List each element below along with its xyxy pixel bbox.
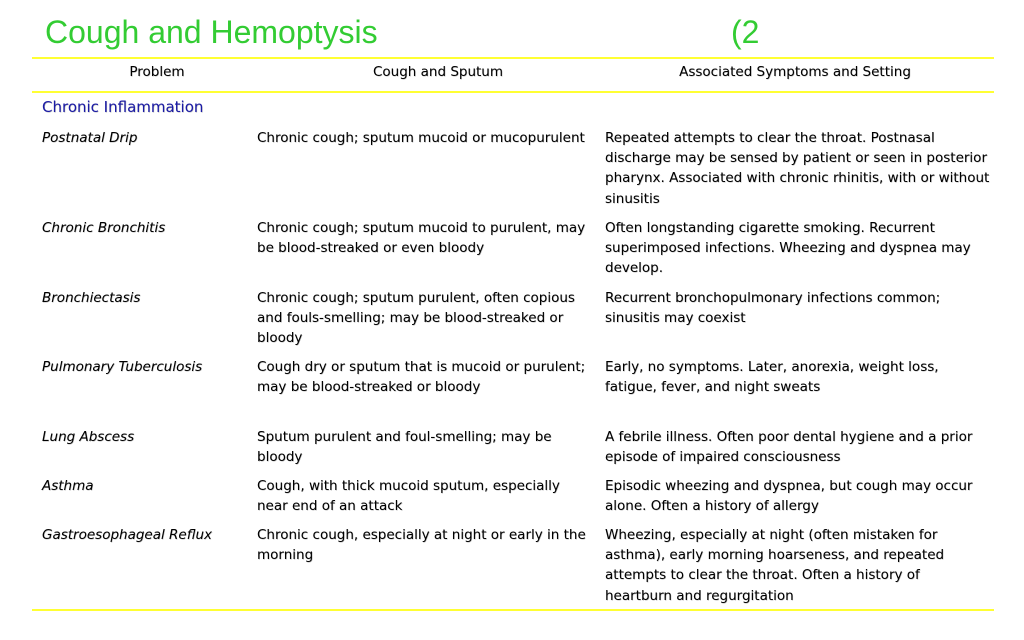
header-top-rule xyxy=(32,57,994,59)
problem-cell: Asthma xyxy=(42,478,94,494)
header-bottom-rule xyxy=(32,91,994,93)
problem-cell: Pulmonary Tuberculosis xyxy=(42,359,203,375)
associated-cell: Recurrent bronchopulmonary infections common; sinusitis may coexist xyxy=(605,290,941,327)
problem-cell: Postnatal Drip xyxy=(42,130,138,146)
column-header-associated: Associated Symptoms and Setting xyxy=(679,64,911,80)
column-header-problem: Problem xyxy=(129,64,185,80)
associated-cell: Repeated attempts to clear the throat. Postnasal discharge may be sensed by patient or seen in posterior pharynx. Associated with chronic rhinitis, with or without sinusitis xyxy=(605,130,990,207)
cough-cell: Cough, with thick mucoid sputum, especially near end of an attack xyxy=(257,478,560,515)
associated-cell: Wheezing, especially at night (often mistaken for asthma), early morning hoarseness, and repeated attempts to clear the throat. Often a history of heartburn and regurgitation xyxy=(605,527,945,604)
section-label: Chronic Inflammation xyxy=(42,98,204,116)
cough-cell: Sputum purulent and foul-smelling; may be bloody xyxy=(257,429,552,466)
problem-cell: Gastroesophageal Reflux xyxy=(42,527,213,543)
associated-cell: Episodic wheezing and dyspnea, but cough may occur alone. Often a history of allergy xyxy=(605,478,973,515)
cough-cell: Chronic cough; sputum purulent, often copious and fouls-smelling; may be blood-streaked or bloody xyxy=(257,290,575,347)
table-bottom-rule xyxy=(32,609,994,611)
slide-title-number: (2 xyxy=(731,14,760,50)
cough-cell: Chronic cough; sputum mucoid or mucopurulent xyxy=(257,130,585,146)
problem-cell: Lung Abscess xyxy=(42,429,135,445)
associated-cell: Often longstanding cigarette smoking. Recurrent superimposed infections. Wheezing and dyspnea may develop. xyxy=(605,220,971,277)
associated-cell: Early, no symptoms. Later, anorexia, weight loss, fatigue, fever, and night sweats xyxy=(605,359,939,396)
problem-cell: Chronic Bronchitis xyxy=(42,220,166,236)
cough-cell: Chronic cough, especially at night or early in the morning xyxy=(257,527,586,564)
cough-cell: Cough dry or sputum that is mucoid or purulent; may be blood-streaked or bloody xyxy=(257,359,586,396)
associated-cell: A febrile illness. Often poor dental hygiene and a prior episode of impaired consciousness xyxy=(605,429,973,466)
problem-cell: Bronchiectasis xyxy=(42,290,141,306)
slide-title: Cough and Hemoptysis xyxy=(45,14,378,50)
cough-cell: Chronic cough; sputum mucoid to purulent, may be blood-streaked or even bloody xyxy=(257,220,586,257)
column-header-cough-sputum: Cough and Sputum xyxy=(372,64,504,80)
